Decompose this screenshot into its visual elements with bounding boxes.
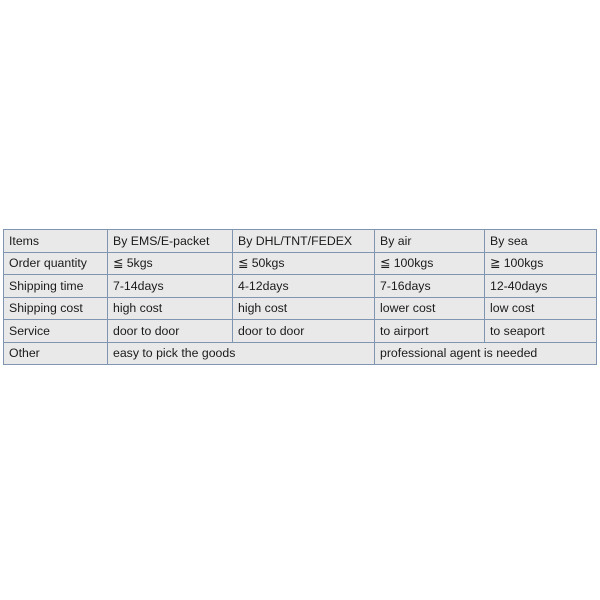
header-cell-items: Items: [4, 230, 108, 253]
cell-other-freight: professional agent is needed: [375, 342, 597, 365]
row-label-shipping-time: Shipping time: [4, 275, 108, 298]
cell-order-quantity-air: ≦ 100kgs: [375, 252, 485, 275]
header-cell-air: By air: [375, 230, 485, 253]
table-row-header: [4, 230, 597, 253]
cell-service-dhl: door to door: [233, 320, 375, 343]
shipping-methods-table: [3, 229, 597, 365]
cell-shipping-time-sea: 12-40days: [485, 275, 597, 298]
cell-service-sea: to seaport: [485, 320, 597, 343]
header-cell-dhl: By DHL/TNT/FEDEX: [233, 230, 375, 253]
cell-shipping-cost-sea: low cost: [485, 297, 597, 320]
cell-shipping-cost-air: lower cost: [375, 297, 485, 320]
cell-shipping-time-dhl: 4-12days: [233, 275, 375, 298]
row-label-other: Other: [4, 342, 108, 365]
cell-order-quantity-ems: ≦ 5kgs: [108, 252, 233, 275]
cell-shipping-cost-dhl: high cost: [233, 297, 375, 320]
row-label-order-quantity: Order quantity: [4, 252, 108, 275]
header-cell-sea: By sea: [485, 230, 597, 253]
cell-service-ems: door to door: [108, 320, 233, 343]
row-label-service: Service: [4, 320, 108, 343]
header-cell-ems: By EMS/E-packet: [108, 230, 233, 253]
cell-shipping-time-air: 7-16days: [375, 275, 485, 298]
table-row-shipping-cost: [4, 297, 597, 320]
table-row-shipping-time: [4, 275, 597, 298]
table-row-order-quantity: [4, 252, 597, 275]
table-row-other: [4, 342, 597, 365]
cell-shipping-cost-ems: high cost: [108, 297, 233, 320]
row-label-shipping-cost: Shipping cost: [4, 297, 108, 320]
table-row-service: [4, 320, 597, 343]
cell-shipping-time-ems: 7-14days: [108, 275, 233, 298]
cell-order-quantity-sea: ≧ 100kgs: [485, 252, 597, 275]
cell-service-air: to airport: [375, 320, 485, 343]
cell-other-express: easy to pick the goods: [108, 342, 375, 365]
shipping-table-container: [3, 229, 596, 365]
cell-order-quantity-dhl: ≦ 50kgs: [233, 252, 375, 275]
